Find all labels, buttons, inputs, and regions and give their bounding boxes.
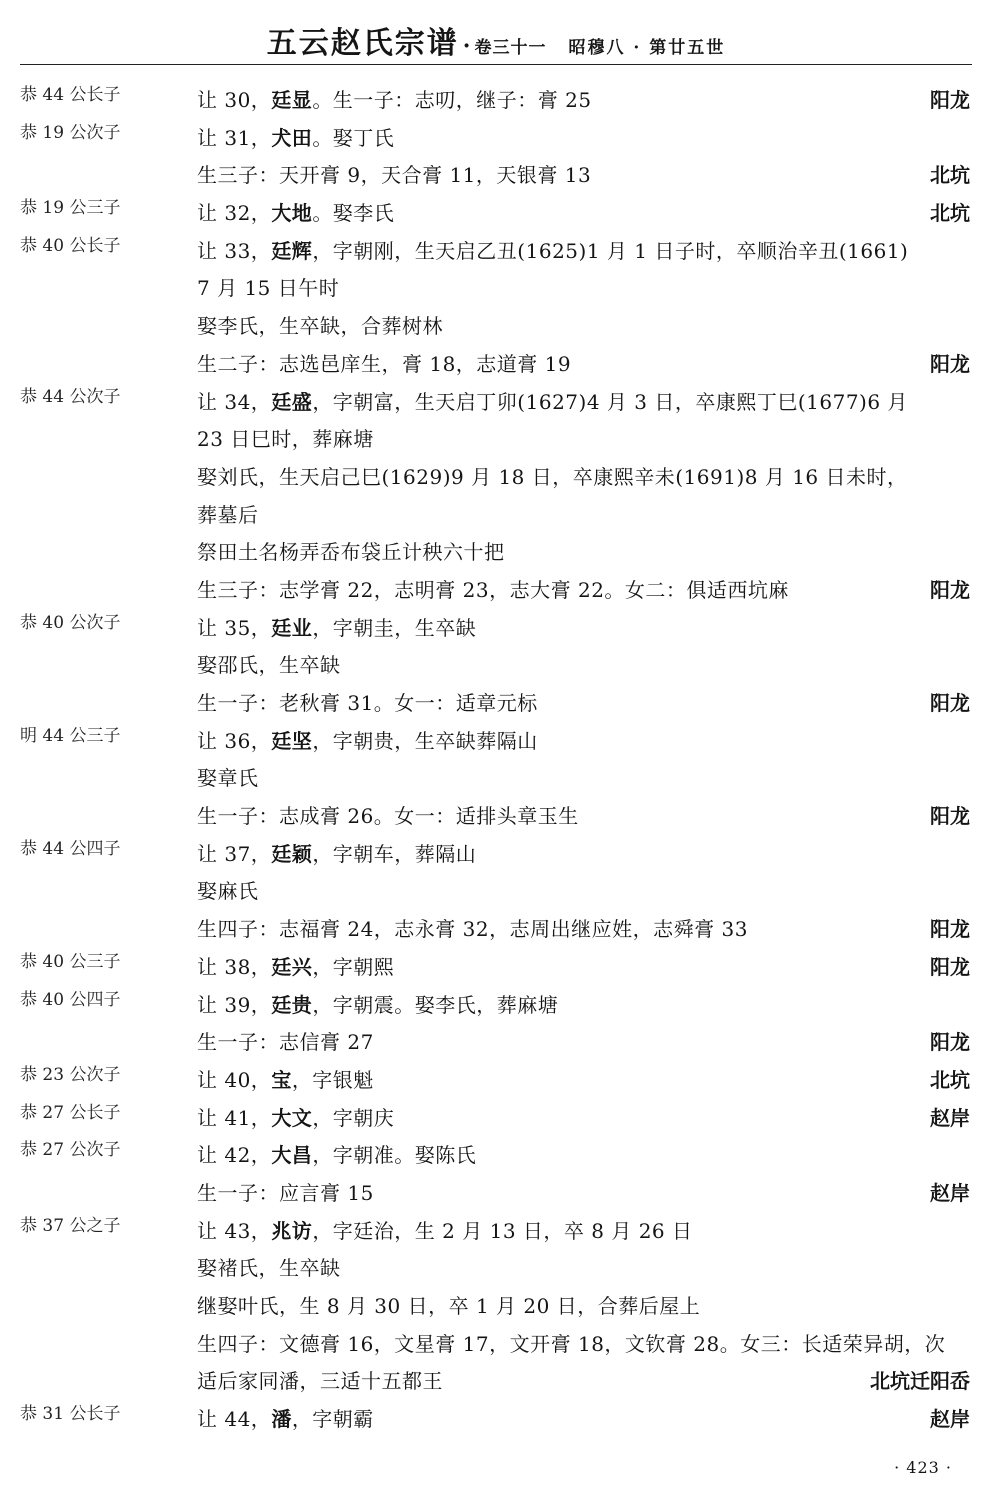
- entry-detail: 生三子：志学膏 22，志明膏 23，志大膏 22。女二：俱适西坑麻: [197, 577, 789, 602]
- entry-row: [0, 157, 992, 195]
- residence-place: 阳龙: [930, 88, 970, 112]
- entry-text: [197, 1213, 693, 1251]
- person-name: 大文: [271, 1105, 313, 1130]
- entry-detail: ，字银魁: [291, 1067, 374, 1092]
- entry-row: [0, 685, 992, 723]
- page-number: · 423 ·: [894, 1458, 952, 1477]
- entry-row: [0, 346, 992, 384]
- parent-label: 恭 23 公次子: [20, 1064, 121, 1085]
- entry-row: [0, 760, 992, 798]
- entry-row: [0, 82, 992, 120]
- person-name: 廷贵: [271, 992, 313, 1017]
- genealogy-entries: [0, 82, 992, 1439]
- parent-label: 恭 27 公次子: [20, 1140, 121, 1161]
- entry-row: [0, 497, 992, 535]
- entry-row: [0, 459, 992, 497]
- entry-text: [197, 346, 571, 384]
- entry-detail: 娶李氏，生卒缺，合葬树林: [197, 314, 443, 339]
- header-rule: [20, 64, 972, 65]
- entry-detail: 继娶叶氏，生 8 月 30 日，卒 1 月 20 日，合葬后屋上: [197, 1294, 701, 1318]
- entry-detail: 祭田土名杨弄岙布袋丘计秧六十把: [197, 540, 505, 565]
- person-name: 大昌: [271, 1143, 313, 1168]
- entry-detail: 娶麻氏: [197, 879, 259, 904]
- parent-label: 恭 19 公三子: [20, 198, 121, 219]
- person-name: 兆访: [271, 1218, 313, 1243]
- entry-detail: 生一子：志信膏 27: [197, 1030, 374, 1055]
- entry-text: [197, 572, 789, 610]
- entry-detail: 生二子：志选邑庠生，膏 18，志道膏 19: [197, 351, 572, 376]
- entry-row: [0, 1363, 992, 1401]
- entry-text: [197, 1137, 476, 1175]
- entry-detail: 。娶丁氏: [312, 125, 395, 150]
- entry-text: [197, 120, 394, 158]
- residence-place: 阳龙: [930, 691, 970, 715]
- entry-row: [0, 120, 992, 158]
- entry-detail: ，字朝震。娶李氏，葬麻塘: [312, 992, 559, 1017]
- person-name: 犬田: [271, 125, 313, 150]
- page-header: [0, 18, 992, 62]
- residence-place: 北坑: [930, 163, 970, 188]
- entry-row: [0, 1250, 992, 1288]
- parent-label: 恭 40 公长子: [20, 235, 121, 256]
- residence-place: 赵岸: [930, 1180, 970, 1205]
- entry-number: 让 42，: [197, 1143, 272, 1168]
- entry-row: [0, 873, 992, 911]
- entry-row: [0, 987, 992, 1025]
- parent-label: 恭 44 公四子: [20, 838, 121, 859]
- entry-detail: 娶邵氏，生卒缺: [197, 653, 341, 678]
- entry-row: [0, 1100, 992, 1138]
- entry-text: [197, 497, 259, 535]
- entry-text: [197, 1326, 945, 1364]
- entry-detail: 娶褚氏，生卒缺: [197, 1256, 341, 1281]
- entry-text: [197, 157, 591, 195]
- entry-row: [0, 911, 992, 949]
- person-name: 廷盛: [271, 389, 313, 414]
- entry-row: [0, 1175, 992, 1213]
- entry-row: [0, 421, 992, 459]
- entry-detail: 。娶李氏: [312, 201, 395, 226]
- entry-detail: ，字廷治，生 2 月 13 日，卒 8 月 26 日: [312, 1218, 693, 1243]
- entry-number: 让 38，: [197, 954, 272, 979]
- entry-detail: ，字朝富，生天启丁卯(1627)4 月 3 日，卒康熙丁巳(1677)6 月: [312, 389, 908, 414]
- parent-label: 恭 19 公次子: [20, 122, 121, 143]
- entry-number: 让 40，: [197, 1067, 272, 1092]
- entry-row: [0, 270, 992, 308]
- entry-text: [197, 987, 558, 1025]
- entry-detail: 生一子：志成膏 26。女一：适排头章玉生: [197, 804, 579, 829]
- entry-row: [0, 836, 992, 874]
- entry-row: [0, 233, 992, 271]
- entry-detail: 适后家同潘，三适十五都王: [197, 1369, 443, 1394]
- person-name: 潘: [271, 1407, 292, 1432]
- residence-place: 北坑迁阳岙: [870, 1369, 970, 1394]
- title-separator: ·: [462, 33, 471, 59]
- entry-detail: ，字朝庆: [312, 1105, 395, 1130]
- section-label: 昭穆八 · 第廿五世: [568, 38, 726, 58]
- entry-detail: ，字朝贵，生卒缺葬隔山: [312, 728, 538, 753]
- entry-row: [0, 572, 992, 610]
- entry-detail: 生一子：老秋膏 31。女一：适章元标: [197, 691, 538, 715]
- entry-text: [197, 836, 476, 874]
- entry-detail: ，字朝圭，生卒缺: [312, 615, 477, 640]
- entry-detail: 生三子：天开膏 9，天合膏 11，天银膏 13: [197, 163, 592, 188]
- entry-row: [0, 195, 992, 233]
- person-name: 廷业: [271, 615, 313, 640]
- entry-number: 让 44，: [197, 1407, 272, 1432]
- entry-text: [197, 798, 579, 836]
- residence-place: 阳龙: [930, 954, 970, 979]
- entry-text: [197, 911, 748, 949]
- residence-place: 阳龙: [930, 1030, 970, 1055]
- entry-row: [0, 384, 992, 422]
- parent-label: 恭 44 公长子: [20, 85, 121, 105]
- residence-place: 阳龙: [930, 804, 970, 829]
- entry-text: [197, 1024, 374, 1062]
- parent-label: 明 44 公三子: [20, 725, 121, 746]
- entry-number: 让 32，: [197, 201, 272, 226]
- entry-row: [0, 534, 992, 572]
- entry-row: [0, 610, 992, 648]
- parent-label: 恭 31 公长子: [20, 1404, 121, 1425]
- parent-label: 恭 44 公次子: [20, 386, 121, 407]
- entry-row: [0, 1288, 992, 1326]
- entry-detail: ，字朝准。娶陈氏: [312, 1143, 477, 1168]
- entry-number: 让 35，: [197, 615, 272, 640]
- entry-text: [197, 647, 341, 685]
- entry-number: 让 33，: [197, 238, 272, 263]
- entry-row: [0, 949, 992, 987]
- parent-label: 恭 37 公之子: [20, 1215, 121, 1236]
- entry-text: [197, 760, 259, 798]
- entry-text: [197, 1250, 341, 1288]
- entry-text: [197, 459, 908, 497]
- entry-detail: 葬墓后: [197, 502, 259, 527]
- residence-place: 阳龙: [930, 351, 970, 376]
- parent-label: 恭 40 公四子: [20, 989, 121, 1010]
- entry-text: [197, 421, 374, 459]
- entry-row: [0, 1137, 992, 1175]
- entry-number: 让 34，: [197, 389, 272, 414]
- entry-row: [0, 723, 992, 761]
- entry-text: [197, 1062, 374, 1100]
- parent-label: 恭 27 公长子: [20, 1102, 121, 1123]
- entry-text: [197, 1100, 394, 1138]
- entry-text: [197, 723, 538, 761]
- entry-text: [197, 308, 443, 346]
- entry-detail: ，字朝刚，生天启乙丑(1625)1 月 1 日子时，卒顺治辛丑(1661): [312, 238, 909, 263]
- residence-place: 阳龙: [930, 577, 970, 602]
- entry-row: [0, 1213, 992, 1251]
- residence-place: 阳龙: [930, 917, 970, 942]
- residence-place: 赵岸: [930, 1105, 970, 1130]
- person-name: 廷显: [271, 88, 313, 112]
- entry-text: [197, 1175, 374, 1213]
- entry-number: 让 30，: [197, 88, 272, 112]
- entry-number: 让 31，: [197, 125, 272, 150]
- entry-row: [0, 1062, 992, 1100]
- entry-row: [0, 647, 992, 685]
- residence-place: 赵岸: [930, 1407, 970, 1432]
- entry-detail: 生四子：文德膏 16，文星膏 17，文开膏 18，文钦膏 28。女三：长适荣异胡，次: [197, 1331, 946, 1356]
- entry-row: [0, 1326, 992, 1364]
- volume-label: 卷三十一: [474, 38, 547, 58]
- residence-place: 北坑: [930, 201, 970, 226]
- entry-row: [0, 1024, 992, 1062]
- person-name: 宝: [271, 1067, 292, 1092]
- person-name: 廷兴: [271, 954, 313, 979]
- entry-text: [197, 610, 476, 648]
- entry-text: [197, 534, 505, 572]
- parent-label: 恭 40 公三子: [20, 951, 121, 972]
- entry-detail: 7 月 15 日午时: [197, 276, 340, 301]
- entry-number: 让 43，: [197, 1218, 272, 1243]
- entry-text: [197, 384, 908, 422]
- entry-detail: 23 日巳时，葬麻塘: [197, 427, 374, 452]
- person-name: 大地: [271, 201, 313, 226]
- entry-text: [197, 1288, 700, 1326]
- entry-text: [197, 270, 339, 308]
- book-title: 五云赵氏宗谱: [266, 26, 459, 61]
- entry-row: [0, 1401, 992, 1439]
- entry-detail: 。生一子：志叨，继子：膏 25: [312, 88, 592, 112]
- entry-detail: ，字朝霸: [291, 1407, 374, 1432]
- residence-place: 北坑: [930, 1067, 970, 1092]
- person-name: 廷辉: [271, 238, 313, 263]
- entry-number: 让 37，: [197, 841, 272, 866]
- entry-text: [197, 1401, 374, 1439]
- person-name: 廷坚: [271, 728, 313, 753]
- entry-detail: ，字朝车，葬隔山: [312, 841, 477, 866]
- entry-text: [197, 873, 259, 911]
- entry-text: [197, 1363, 443, 1401]
- entry-detail: 生四子：志福膏 24，志永膏 32，志周出继应姓，志舜膏 33: [197, 917, 748, 942]
- entry-text: [197, 685, 538, 723]
- entry-detail: ，字朝熙: [312, 954, 395, 979]
- parent-label: 恭 40 公次子: [20, 612, 121, 633]
- entry-text: [197, 82, 592, 120]
- entry-number: 让 36，: [197, 728, 272, 753]
- entry-row: [0, 798, 992, 836]
- entry-text: [197, 949, 394, 987]
- entry-detail: 娶刘氏，生天启己巳(1629)9 月 18 日，卒康熙辛未(1691)8 月 16 日未时，: [197, 464, 908, 489]
- entry-detail: 生一子：应言膏 15: [197, 1180, 374, 1205]
- person-name: 廷颖: [271, 841, 313, 866]
- entry-row: [0, 308, 992, 346]
- entry-detail: 娶章氏: [197, 766, 259, 791]
- entry-number: 让 41，: [197, 1105, 272, 1130]
- entry-text: [197, 195, 394, 233]
- entry-text: [197, 233, 908, 271]
- entry-number: 让 39，: [197, 992, 272, 1017]
